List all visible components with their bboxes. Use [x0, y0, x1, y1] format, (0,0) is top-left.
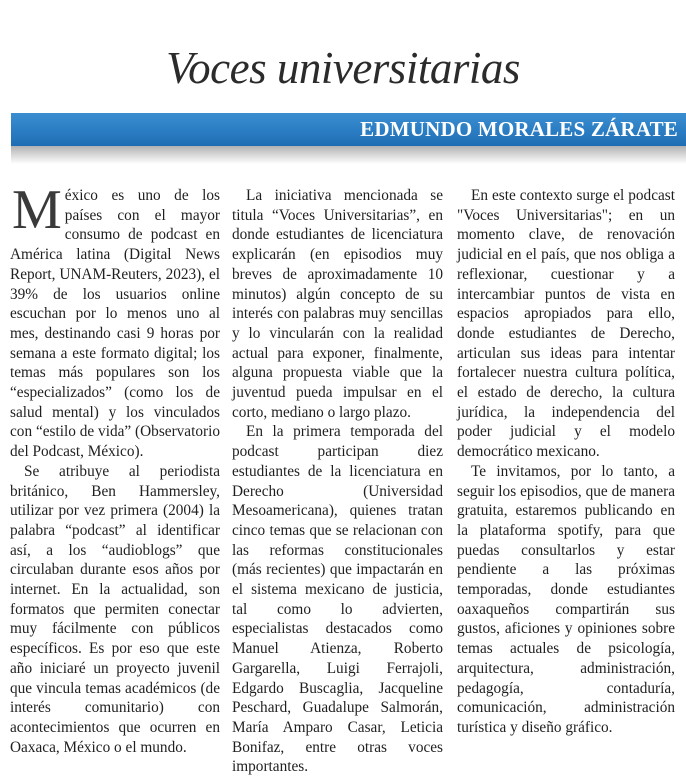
article-paragraph [10, 179, 220, 462]
article-paragraph: Se atribuye al periodista británico, Ben Hammersley, utilizar por vez primera (2004) la palabra “podcast” al identificar así, a los “audioblogs” que circulaban durante esos años por internet. En la actualidad, son formatos que permiten conectar muy fácilmente con públicos específicos. Es por eso que este año iniciaré un proyecto juvenil que vincula temas académicos (de interés comunitario) con acontecimientos que ocurren en Oaxaca, México o el mundo. [10, 462, 220, 756]
article-paragraph: En este contexto surge el podcast "Voces Universitarias"; en un momento clave, de renovación judicial en el país, que nos obliga a reflexionar, cuestionar y a intercambiar puntos de vista en espacios apropiados para ello, donde estudiantes de Derecho, articulan sus ideas para intentar fortalecer nuestra cultura política, el estado de derecho, la cultura jurídica, la independencia del poder judicial y el modelo democrático mexicano. [457, 187, 675, 461]
page-title: Voces universitarias [166, 43, 520, 93]
author-banner [11, 113, 686, 150]
article-paragraph: La iniciativa mencionada se titula “Voces Universitarias”, en donde estudiantes de licenciatura explicarán (en episodios muy breves de aproximadamente 10 minutos) algún concepto de su interés con palabras muy sencillas y lo vincularán con la realidad actual para exponer, finalmente, alguna propuesta viable que la juventud pueda impulsar en el corto, mediano o largo plazo. [232, 187, 443, 421]
paragraph-text: éxico es uno de los países con el mayor consumo de podcast en América latina (Digital News Report, UNAM-Reuters, 2023), el 39% de los usuarios online escuchan por lo menos uno al mes, destinando casi 9 horas por semana a este formato digital; los temas más populares son los “especializados” (como los de salud mental) y los vinculados con “estilo de vida” (Observatorio del Podcast, México). [10, 187, 220, 461]
banner-shadow [11, 146, 686, 164]
author-name: EDMUNDO MORALES ZÁRATE [360, 117, 678, 141]
article-column-3 [457, 186, 675, 738]
drop-cap: M [12, 179, 62, 241]
article-paragraph: Te invitamos, por lo tanto, a seguir los episodios, que de manera gratuita, estaremos publicando en la plataforma spotify, para que puedas consultarlos y estar pendiente a las próximas temporadas, donde estudiantes oaxaqueños compartirán sus gustos, aficiones y opiniones sobre temas actuales de psicología, arquitectura, administración, pedagogía, contaduría, comunicación, administración turística y diseño gráfico. [457, 462, 675, 736]
article-column-2 [232, 186, 443, 777]
article-paragraph: En la primera temporada del podcast participan diez estudiantes de la licenciatura en Derecho (Universidad Mesoamericana), quienes tratan cinco temas que se relacionan con las reformas constitucionales (más recientes) que impactarán en el sistema mexicano de justicia, tal como lo advierten, especialistas destacados como Manuel Atienza, Roberto Gargarella, Luigi Ferrajoli, Edgardo Buscaglia, Jacqueline Peschard, Guadalupe Salmorán, María Amparo Casar, Leticia Bonifaz, entre otras voces importantes. [232, 423, 443, 776]
article-column-1 [10, 179, 220, 757]
